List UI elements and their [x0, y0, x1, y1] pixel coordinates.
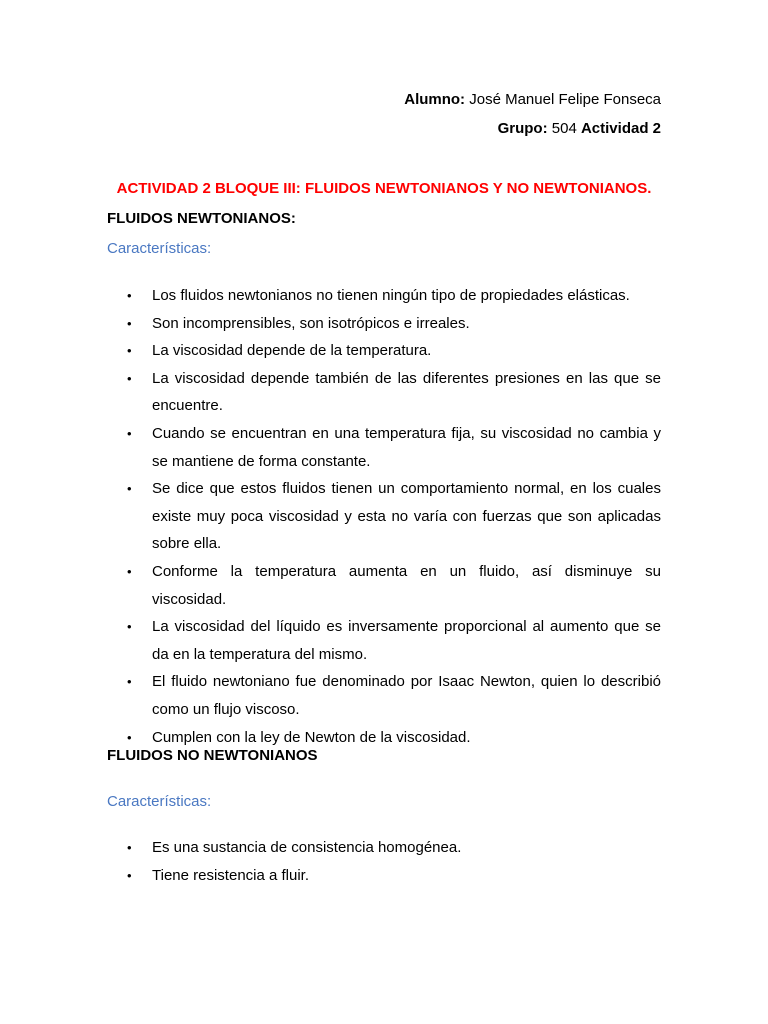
- list-item: [107, 558, 661, 613]
- student-name: José Manuel Felipe Fonseca: [465, 91, 661, 108]
- list-item: [107, 337, 661, 365]
- list-item: [107, 420, 661, 475]
- group-label: Grupo:: [497, 120, 548, 137]
- student-line: [404, 91, 661, 109]
- list-item: [107, 310, 661, 338]
- list-item: [107, 862, 661, 890]
- list-item-text: Es una sustancia de consistencia homogénea.: [152, 839, 462, 856]
- list-item-text: Cumplen con la ley de Newton de la viscosidad.: [152, 728, 471, 746]
- bullet-icon: •: [127, 370, 132, 386]
- bullet-icon: •: [127, 343, 132, 359]
- student-label: Alumno:: [404, 91, 466, 108]
- list-item: [107, 668, 661, 723]
- section-heading-non-newtonian: FLUIDOS NO NEWTONIANOS: [107, 747, 318, 764]
- list-item-text: La viscosidad depende de la temperatura.: [152, 342, 432, 360]
- list-item-text: Tiene resistencia a fluir.: [152, 866, 310, 884]
- bullet-icon: •: [127, 288, 132, 303]
- group-line: [498, 120, 661, 138]
- list-item: [107, 613, 661, 668]
- bullet-icon: •: [127, 867, 132, 883]
- section-heading-newtonian: FLUIDOS NEWTONIANOS:: [107, 210, 296, 227]
- list-item-text: Conforme la temperatura aumenta en un fluido, así disminuye su viscosidad.: [152, 562, 661, 608]
- list-item-text: La viscosidad del líquido es inversamente proporcional al aumento que se da en la temperatura del mismo.: [152, 618, 661, 663]
- non-newtonian-characteristics-list: [107, 834, 661, 889]
- list-item-text: La viscosidad depende también de las diferentes presiones en las que se encuentre.: [152, 369, 661, 415]
- list-item-text: Son incomprensibles, son isotrópicos e irreales.: [152, 314, 470, 332]
- list-item: [107, 475, 661, 558]
- list-item-text: Se dice que estos fluidos tienen un comportamiento normal, en los cuales existe muy poca viscosidad y esta no varía con fuerzas que son aplicadas sobre ella.: [152, 480, 661, 553]
- group-value: 504: [547, 120, 581, 137]
- list-item-text: Cuando se encuentran en una temperatura fija, su viscosidad no cambia y se mantiene de forma constante.: [152, 424, 661, 470]
- document-title: ACTIVIDAD 2 BLOQUE III: FLUIDOS NEWTONIANOS Y NO NEWTONIANOS.: [116, 180, 652, 197]
- bullet-icon: •: [127, 674, 132, 690]
- activity-label: Actividad 2: [580, 120, 661, 137]
- list-item: [107, 282, 661, 310]
- list-item-text: El fluido newtoniano fue denominado por Isaac Newton, quien lo describió como un flujo viscoso.: [152, 673, 661, 718]
- newtonian-characteristics-list: [107, 282, 661, 751]
- list-item: [107, 365, 661, 420]
- bullet-icon: •: [127, 619, 132, 635]
- section-subheading-newtonian: Características:: [107, 240, 212, 257]
- bullet-icon: •: [127, 481, 132, 497]
- list-item-text: Los fluidos newtonianos no tienen ningún tipo de propiedades elásticas.: [152, 287, 630, 304]
- bullet-icon: •: [127, 315, 132, 331]
- list-item: [107, 834, 661, 862]
- bullet-icon: •: [127, 840, 132, 855]
- bullet-icon: •: [127, 563, 132, 579]
- section-subheading-non-newtonian: Características:: [107, 793, 212, 810]
- bullet-icon: •: [127, 425, 132, 441]
- bullet-icon: •: [127, 729, 132, 745]
